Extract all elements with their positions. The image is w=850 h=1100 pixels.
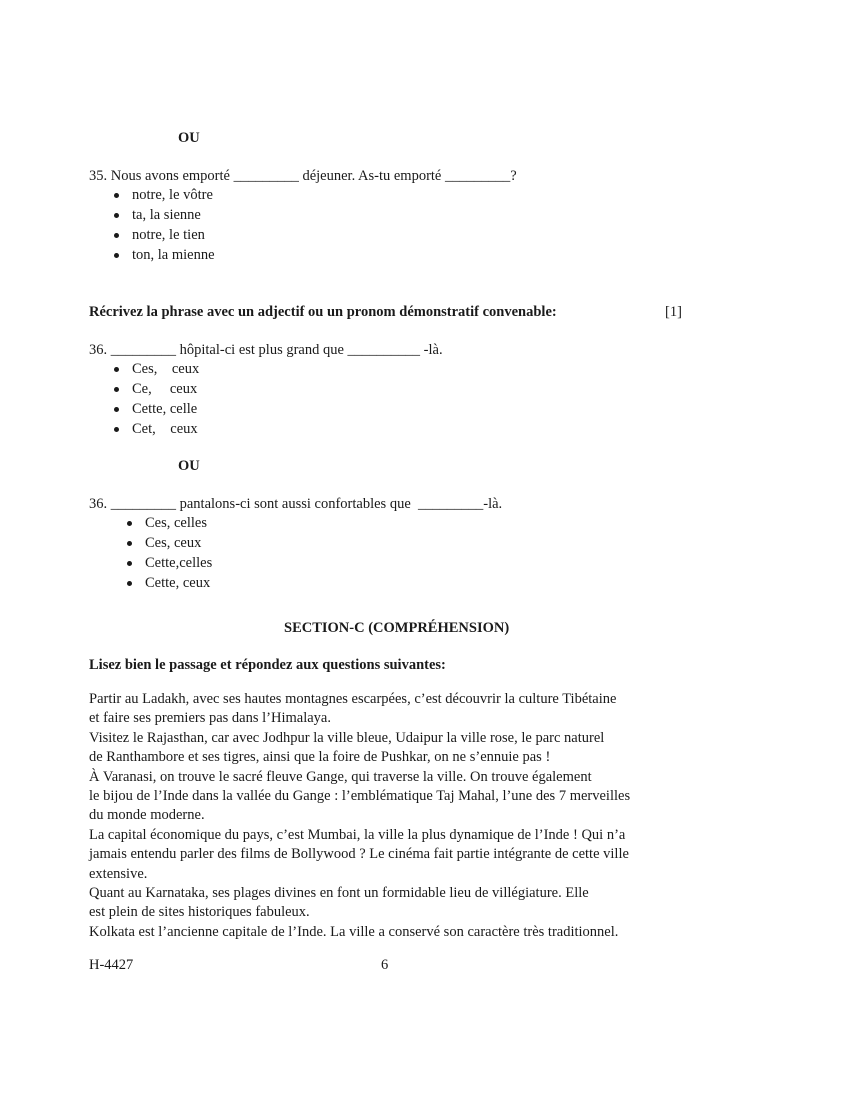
option-36-a: Ces, ceux [110, 359, 199, 379]
footer-code: H-4427 [89, 957, 134, 973]
section-c-instruction: Lisez bien le passage et répondez aux questions suivantes: [89, 657, 446, 673]
passage-line: de Ranthambore et ses tigres, ainsi que la foire de Pushkar, on ne s’ennuie pas ! [89, 749, 551, 766]
option-36-alt-b: Ces, ceux [123, 533, 212, 553]
passage-line: Kolkata est l’ancienne capitale de l’Inde. La ville a conservé son caractère très traditionnel. [89, 923, 619, 940]
option-36-c: Cette, celle [110, 399, 199, 419]
passage-line: jamais entendu parler des films de Bollywood ? Le cinéma fait partie intégrante de cette ville [89, 846, 629, 863]
passage-line: La capital économique du pays, c’est Mumbai, la ville la plus dynamique de l’Inde ! Qui n’a [89, 826, 626, 843]
ou-label-36: OU [178, 458, 200, 474]
passage-line: du monde moderne. [89, 807, 205, 824]
option-35-a: notre, le vôtre [110, 185, 215, 205]
passage-line: et faire ses premiers pas dans l’Himalaya. [89, 710, 331, 727]
option-35-d: ton, la mienne [110, 245, 215, 265]
comprehension-passage [89, 690, 729, 942]
option-36-alt-d: Cette, ceux [123, 573, 212, 593]
passage-line: est plein de sites historiques fabuleux. [89, 904, 310, 921]
options-35 [110, 185, 215, 265]
ou-label-35: OU [178, 130, 200, 146]
option-36-alt-c: Cette,celles [123, 553, 212, 573]
option-36-b: Ce, ceux [110, 379, 199, 399]
passage-line: le bijou de l’Inde dans la vallée du Gange : l’emblématique Taj Mahal, l’une des 7 merveilles [89, 788, 631, 805]
passage-line: Quant au Karnataka, ses plages divines en font un formidable lieu de villégiature. Elle [89, 885, 589, 902]
passage-line: À Varanasi, on trouve le sacré fleuve Gange, qui traverse la ville. On trouve également [89, 768, 592, 785]
option-36-alt-a: Ces, celles [123, 513, 212, 533]
question-35: 35. Nous avons emporté _________ déjeuner. As-tu emporté _________? [89, 168, 517, 184]
section-c-title: SECTION-C (COMPRÉHENSION) [284, 620, 510, 636]
options-36 [110, 359, 199, 439]
instruction-demonstratif: Récrivez la phrase avec un adjectif ou un pronom démonstratif convenable: [89, 304, 557, 320]
option-36-d: Cet, ceux [110, 419, 199, 439]
option-35-b: ta, la sienne [110, 205, 215, 225]
marks-label: [1] [665, 304, 682, 320]
question-36: 36. _________ hôpital-ci est plus grand que __________ -là. [89, 342, 443, 358]
question-36-alt: 36. _________ pantalons-ci sont aussi confortables que _________-là. [89, 496, 503, 512]
option-35-c: notre, le tien [110, 225, 215, 245]
passage-line: Visitez le Rajasthan, car avec Jodhpur la ville bleue, Udaipur la ville rose, le parc naturel [89, 729, 605, 746]
passage-line: extensive. [89, 865, 148, 882]
page-number: 6 [381, 957, 389, 973]
passage-line: Partir au Ladakh, avec ses hautes montagnes escarpées, c’est découvrir la culture Tibétaine [89, 691, 617, 707]
options-36-alt [123, 513, 212, 593]
